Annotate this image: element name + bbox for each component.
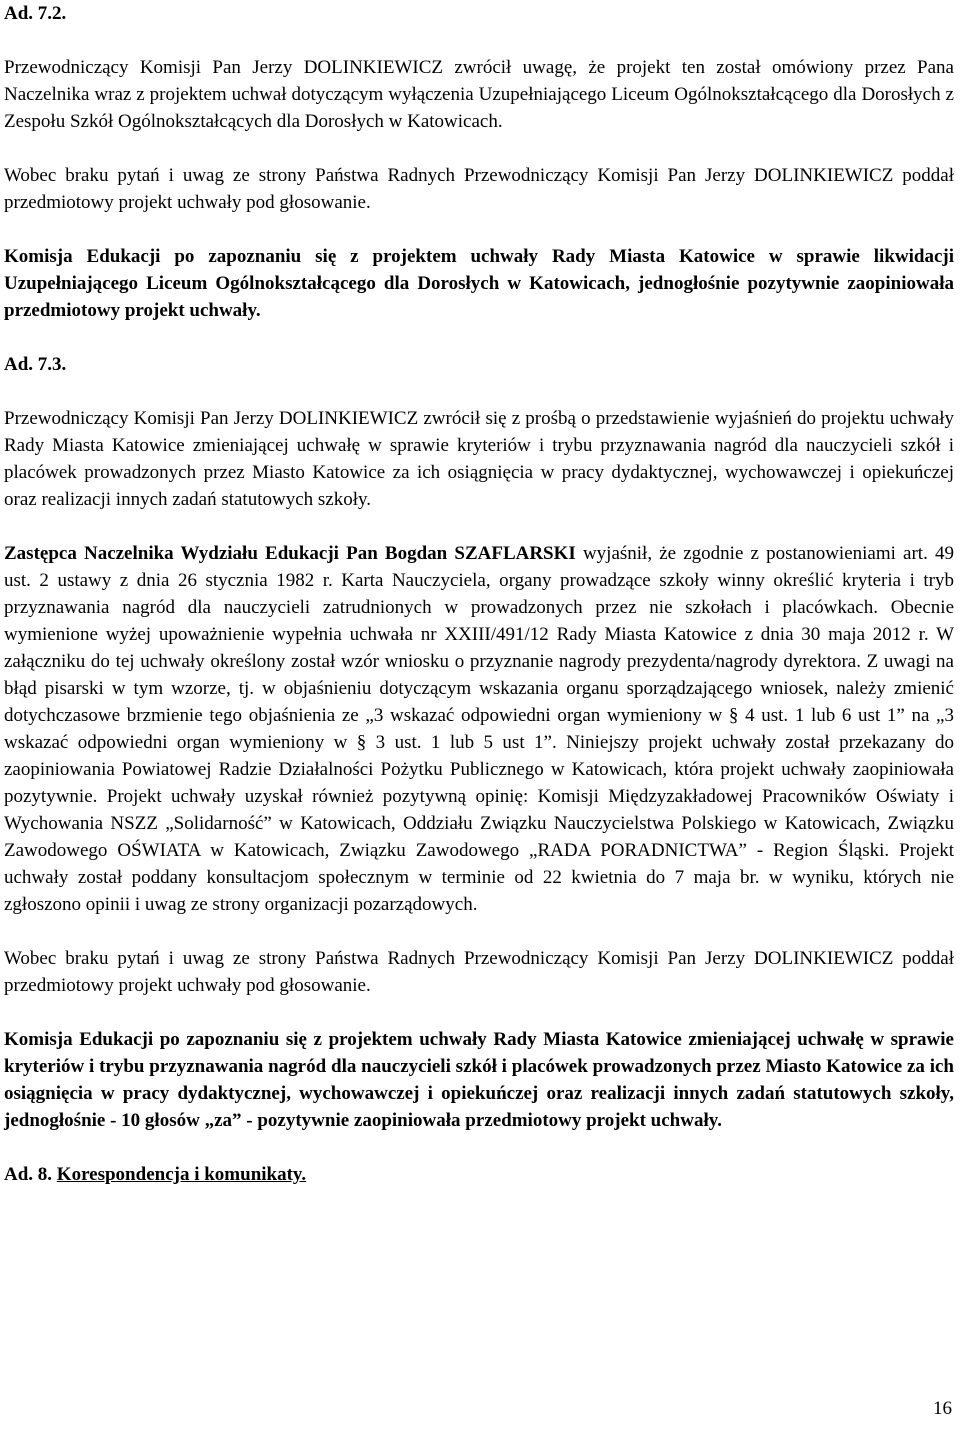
page-number: 16 bbox=[933, 1398, 952, 1419]
explanation-text: wyjaśnił, że zgodnie z postanowieniami art. 49 ust. 2 ustawy z dnia 26 stycznia 1982 r. Karta Nauczyciela, organy prowadzące szkoły winny określić kryteria i tryb przyznawania nagród dla nauczycieli zatrudnionych w prowadzonych przez nie szkołach i placówkach. Obecnie wymienione wyżej upoważnienie wypełnia uchwała nr XXIII/491/12 Rady Miasta Katowice z dnia 30 maja 2012 r. W załączniku do tej uchwały określony został wzór wniosku o przyznanie nagrody prezydenta/nagrody dyrektora. Z uwagi na błąd pisarski w tym wzorze, tj. w objaśnieniu dotyczącym wskazania organu sporządzającego wniosek, należy zmienić dotychczasowe brzmienie tego objaśnienia ze „3 wskazać odpowiedni organ wymieniony w § 4 ust. 1 lub 6 ust 1” na „3 wskazać odpowiedni organ wymieniony w § 3 ust. 1 lub 5 ust 1”. Niniejszy projekt uchwały został przekazany do zaopiniowania Powiatowej Radzie Działalności Pożytku Publicznego w Katowicach, która projekt uchwały zaopiniowała pozytywnie. Projekt uchwały uzyskał również pozytywną opinię: Komisji Międzyzakładowej Pracowników Oświaty i Wychowania NSZZ „Solidarność” w Katowicach, Oddziału Związku Nauczycielstwa Polskiego w Katowicach, Związku Zawodowego OŚWIATA w Katowicach, Związku Zawodowego „RADA PORADNICTWA” - Region Śląski. Projekt uchwały został poddany konsultacjom społecznym w terminie od 22 kwietnia do 7 maja br. w wyniku, których nie zgłoszono opinii i uwag ze strony organizacji pozarządowych. bbox=[4, 543, 954, 915]
paragraph: Przewodniczący Komisji Pan Jerzy DOLINKIEWICZ zwrócił uwagę, że projekt ten został omówiony przez Pana Naczelnika wraz z projektem uchwał dotyczącym wyłączenia Uzupełniającego Liceum Ogólnokształcącego dla Dorosłych z Zespołu Szkół Ogólnokształcących dla Dorosłych w Katowicach. bbox=[4, 57, 954, 132]
paragraph: Wobec braku pytań i uwag ze strony Państwa Radnych Przewodniczący Komisji Pan Jerzy DOLINKIEWICZ poddał przedmiotowy projekt uchwały pod głosowanie. bbox=[4, 948, 954, 996]
section-heading-7-3: Ad. 7.3. bbox=[4, 354, 67, 375]
paragraph-resolution: Komisja Edukacji po zapoznaniu się z projektem uchwały Rady Miasta Katowice w sprawie likwidacji Uzupełniającego Liceum Ogólnokształcącego dla Dorosłych w Katowicach, jednogłośnie pozytywnie zaopiniowała przedmiotowy projekt uchwały. bbox=[4, 246, 954, 321]
section-number: Ad. 8. bbox=[4, 1164, 57, 1185]
section-heading-7-2: Ad. 7.2. bbox=[4, 3, 67, 24]
section-title: Korespondencja i komunikaty. bbox=[56, 1164, 307, 1185]
speaker-name: Zastępca Naczelnika Wydziału Edukacji Pan Bogdan SZAFLARSKI bbox=[4, 543, 576, 564]
section-heading-8 bbox=[4, 1161, 954, 1188]
paragraph: Przewodniczący Komisji Pan Jerzy DOLINKIEWICZ zwrócił się z prośbą o przedstawienie wyjaśnień do projektu uchwały Rady Miasta Katowice zmieniającej uchwałę w sprawie kryteriów i trybu przyznawania nagród dla nauczycieli szkół i placówek prowadzonych przez Miasto Katowice za ich osiągnięcia w pracy dydaktycznej, wychowawczej i opiekuńczej oraz realizacji innych zadań statutowych szkoły. bbox=[4, 408, 954, 510]
paragraph-explanation bbox=[4, 540, 954, 918]
paragraph-resolution: Komisja Edukacji po zapoznaniu się z projektem uchwały Rady Miasta Katowice zmieniającej uchwałę w sprawie kryteriów i trybu przyznawania nagród dla nauczycieli szkół i placówek prowadzonych przez Miasto Katowice za ich osiągnięcia w pracy dydaktycznej, wychowawczej i opiekuńczej oraz realizacji innych zadań statutowych szkoły, jednogłośnie - 10 głosów „za” - pozytywnie zaopiniowała przedmiotowy projekt uchwały. bbox=[4, 1029, 954, 1131]
paragraph: Wobec braku pytań i uwag ze strony Państwa Radnych Przewodniczący Komisji Pan Jerzy DOLINKIEWICZ poddał przedmiotowy projekt uchwały pod głosowanie. bbox=[4, 165, 954, 213]
